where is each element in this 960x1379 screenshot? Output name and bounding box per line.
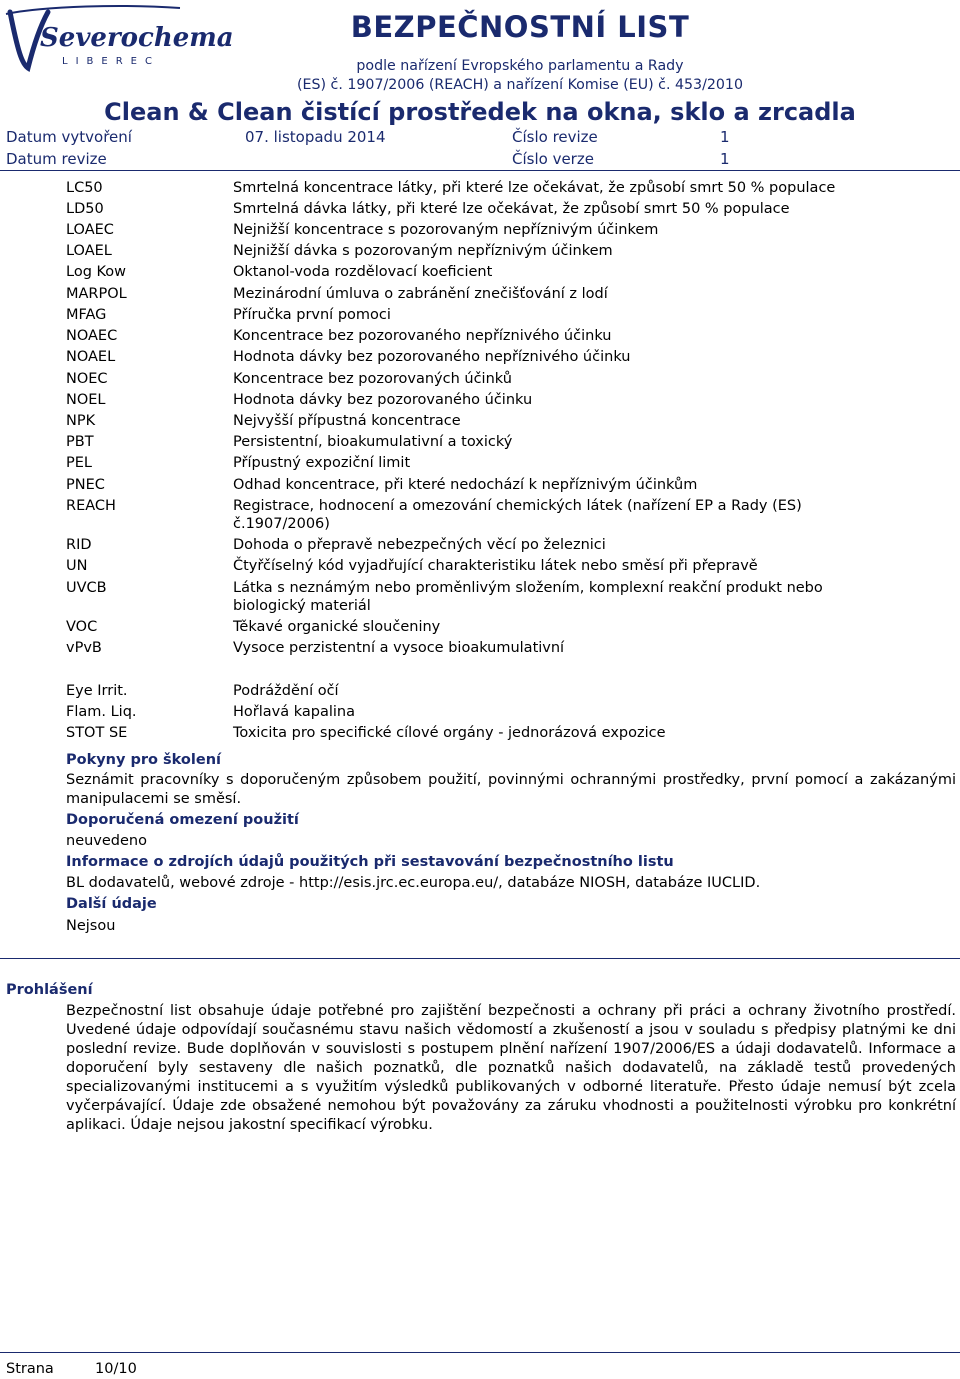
created-label: Datum vytvoření — [6, 128, 132, 146]
abbreviation-code: UN — [66, 558, 88, 574]
abbreviation-code: LC50 — [66, 180, 103, 196]
abbreviation-definition: Přípustný expoziční limit — [233, 455, 411, 471]
regulation-line-1: podle nařízení Evropského parlamentu a Rady — [356, 58, 684, 74]
abbreviation-definition: Nejvyšší přípustná koncentrace — [233, 413, 461, 429]
abbreviation-definition: Vysoce perzistentní a vysoce bioakumulativní — [233, 640, 565, 656]
page-label: Strana — [6, 1361, 54, 1377]
abbreviation-definition: Registrace, hodnocení a omezování chemických látek (nařízení EP a Rady (ES) č.1907/2006) — [233, 498, 802, 532]
abbreviation-definition: Smrtelná koncentrace látky, při které lze očekávat, že způsobí smrt 50 % populace — [233, 180, 836, 196]
training-text: Seznámit pracovníky s doporučeným způsobem použití, povinnými ochrannými prostředky, první pomocí a zakázanými manipulacemi se směsí. — [66, 772, 956, 807]
abbreviation-definition: Odhad koncentrace, při které nedochází k nepříznivým účinkům — [233, 477, 698, 493]
footer-divider — [0, 1352, 960, 1353]
abbreviation-code: NOEC — [66, 371, 108, 387]
abbreviation-code: NOAEC — [66, 328, 118, 344]
further-heading: Další údaje — [66, 896, 157, 912]
abbreviation-code: REACH — [66, 498, 116, 514]
version-no-value: 1 — [720, 150, 730, 168]
training-heading: Pokyny pro školení — [66, 752, 221, 768]
hazard-definition: Toxicita pro specifické cílové orgány - jednorázová expozice — [233, 725, 666, 741]
regulation-line-2: (ES) č. 1907/2006 (REACH) a nařízení Komise (EU) č. 453/2010 — [297, 77, 743, 93]
abbreviation-definition: Oktanol-voda rozdělovací koeficient — [233, 264, 493, 280]
abbreviation-code: PBT — [66, 434, 94, 450]
section-divider — [0, 958, 960, 959]
abbreviation-code: PEL — [66, 455, 92, 471]
abbreviation-definition: Persistentní, bioakumulativní a toxický — [233, 434, 513, 450]
abbreviation-definition: Dohoda o přepravě nebezpečných věcí po železnici — [233, 537, 606, 553]
declaration-text: Bezpečnostní list obsahuje údaje potřebné pro zajištění bezpečnosti a ochrany při práci a ochrany životního prostředí. Uvedené údaje odpovídají současnému stavu našich vědomostí a zkušeností a jsou v souladu s předpisy platnými ke dni poslední revize. Bude doplňován v souvislosti s postupem plnění nařízení 1907/2006/ES a údaji dodavatelů. Informace a doporučení byly sestaveny dle našich poznatků, dle poznatků našich dodavatelů, na základě testů provedených specializovanými institucemi a s využitím výsledků publikovaných v odborné literatuře. Přesto údaje nemusí být zcela vyčerpávající. Údaje zde obsažené nemohou být považovány za záruku vhodnosti a použitelnosti výrobku pro konkrétní aplikaci. Údaje nejsou jakostní specifikací výrobku. — [66, 1003, 956, 1133]
page-footer — [6, 1361, 137, 1377]
hazard-definition: Hořlavá kapalina — [233, 704, 355, 720]
abbreviation-code: LOAEC — [66, 222, 114, 238]
header-divider — [0, 170, 960, 171]
abbreviation-definition: Čtyřčíselný kód vyjadřující charakteristiku látek nebo směsí při přepravě — [233, 558, 758, 574]
restrictions-heading: Doporučená omezení použití — [66, 812, 299, 828]
hazard-definition: Podráždění očí — [233, 683, 339, 699]
abbreviation-definition: Těkavé organické sloučeniny — [233, 619, 441, 635]
abbreviation-code: NOEL — [66, 392, 106, 408]
page-number: 10/10 — [95, 1361, 137, 1377]
logo-subtitle: LIBEREC — [62, 56, 160, 67]
hazard-code: STOT SE — [66, 725, 128, 741]
abbreviation-code: VOC — [66, 619, 98, 635]
abbreviation-code: MARPOL — [66, 286, 127, 302]
version-no-label: Číslo verze — [512, 150, 594, 168]
logo-wordmark: Severochema — [40, 23, 234, 53]
sources-text: BL dodavatelů, webové zdroje - http://esis.jrc.ec.europa.eu/, databáze NIOSH, databáze IUCLID. — [66, 875, 761, 891]
abbreviation-definition: Hodnota dávky bez pozorovaného účinku — [233, 392, 533, 408]
abbreviation-code: Log Kow — [66, 264, 127, 280]
abbreviation-definition: Koncentrace bez pozorovaného nepříznivého účinku — [233, 328, 612, 344]
abbreviation-code: UVCB — [66, 580, 107, 596]
document-title: BEZPEČNOSTNÍ LIST — [350, 10, 690, 44]
abbreviation-definition: Mezinárodní úmluva o zabránění znečišťování z lodí — [233, 286, 608, 302]
abbreviation-definition: Smrtelná dávka látky, při které lze očekávat, že způsobí smrt 50 % populace — [233, 201, 790, 217]
created-value: 07. listopadu 2014 — [245, 128, 386, 146]
abbreviation-definition: Hodnota dávky bez pozorovaného nepříznivého účinku — [233, 349, 631, 365]
abbreviation-code: PNEC — [66, 477, 105, 493]
restrictions-text: neuvedeno — [66, 833, 147, 849]
revision-no-label: Číslo revize — [512, 128, 598, 146]
sources-heading: Informace o zdrojích údajů použitých při sestavování bezpečnostního listu — [66, 854, 674, 870]
abbreviation-code: RID — [66, 537, 92, 553]
abbreviation-code: vPvB — [66, 640, 102, 656]
declaration-heading: Prohlášení — [6, 982, 93, 998]
abbreviation-definition: Koncentrace bez pozorovaných účinků — [233, 371, 512, 387]
abbreviation-code: NOAEL — [66, 349, 116, 365]
product-name: Clean & Clean čistící prostředek na okna, sklo a zrcadla — [104, 98, 856, 126]
abbreviation-code: NPK — [66, 413, 96, 429]
abbreviation-definition: Látka s neznámým nebo proměnlivým složením, komplexní reakční produkt nebo biologický materiál — [233, 580, 823, 614]
abbreviation-code: LOAEL — [66, 243, 112, 259]
further-text: Nejsou — [66, 918, 116, 934]
abbreviation-code: LD50 — [66, 201, 104, 217]
revision-date-label: Datum revize — [6, 150, 107, 168]
revision-no-value: 1 — [720, 128, 730, 146]
abbreviation-definition: Příručka první pomoci — [233, 307, 391, 323]
abbreviation-definition: Nejnižší koncentrace s pozorovaným nepříznivým účinkem — [233, 222, 659, 238]
hazard-code: Flam. Liq. — [66, 704, 137, 720]
abbreviation-definition: Nejnižší dávka s pozorovaným nepříznivým účinkem — [233, 243, 613, 259]
hazard-code: Eye Irrit. — [66, 683, 128, 699]
abbreviation-code: MFAG — [66, 307, 107, 323]
